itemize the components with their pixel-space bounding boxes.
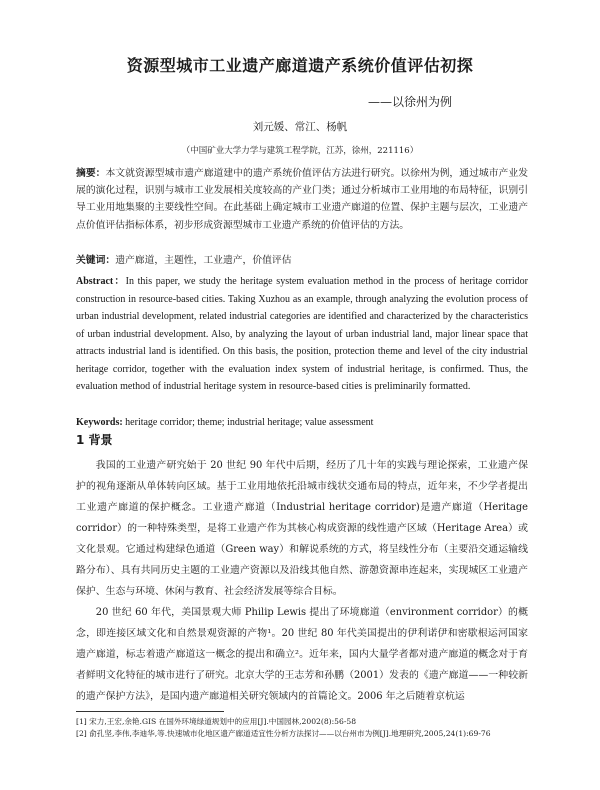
section-heading: 1 背景 (76, 433, 113, 447)
keywords-zh (76, 252, 528, 269)
keywords-zh-label: 关键词： (76, 255, 116, 266)
keywords-zh-text: 遗产廊道，主题性，工业遗产，价值评估 (115, 255, 292, 266)
paper-subtitle: ——以徐州为例 (367, 95, 452, 109)
keywords-en-text: heritage corridor; theme; industrial heritage; value assessment (125, 417, 374, 428)
abstract-zh-label: 摘要： (76, 168, 106, 179)
abstract-en-text: In this paper, we study the heritage system evaluation method in the process of heritage corridor construction in resource-based cities. Taking Xuzhou as an example, through analyzing the evolution process of urban industrial development, related industrial categories are identified and characterized by the characteristics of urban industrial development. Also, by analyzing the layout of urban industrial land, major linear space that attracts industrial land is identified. On this basis, the position, protection theme and level of the city industrial heritage corridor, together with the evaluation index system of industrial heritage, is confirmed. Thus, the evaluation method of industrial heritage system in resource-based cities is preliminarily formatted. (76, 276, 529, 392)
abstract-en (76, 273, 528, 396)
abstract-zh-text: 本文就资源型城市遗产廊道建中的遗产系统价值评估方法进行研究。以徐州为例，通过城市产业发展的演化过程，识别与城市工业发展相关度较高的产业门类；通过分析城市工业用地的布局特征，识别引导工业用地集聚的主要线性空间。在此基础上确定城市工业遗产廊道的位置、保护主题与层次，工业遗产点价值评估指标体系，初步形成资源型城市工业遗产系统的价值评估的方法。 (76, 168, 529, 231)
abstract-zh (76, 165, 528, 234)
footnote: [2] 俞孔坚,李伟,李迪华,等.快速城市化地区遗产廊道适宜性分析方法探讨——以台州市为例[J].地理研究,2005,24(1):69-76 (76, 729, 491, 738)
abstract-en-label: Abstract： (76, 276, 126, 287)
section-body (76, 455, 528, 707)
keywords-en (76, 414, 528, 431)
paper-authors: 刘元媛、常江、杨帆 (252, 121, 348, 133)
body-paragraph: 20 世纪 60 年代，美国景观大师 Philip Lewis 提出了环境廊道（environment corridor）的概念，即连接区域文化和自然景观资源的产物¹。20 世纪 80 年代美国提出的伊利诺伊和密歇根运河国家遗产廊道，标志着遗产廊道这一概念的提出和确立²。近年来，国内大量学者都对遗产廊道的概念对于育者鲜明文化特征的城市进行了研究。北京大学的王志芳和孙鹏（2001）发表的《遗产廊道——一种较新的遗产保护方法》，是国内遗产廊道相关研究领域内的首篇论文。2006 年之后随着京杭运 (76, 607, 528, 702)
paper-title: 资源型城市工业遗产廊道遗产系统价值评估初探 (126, 56, 474, 75)
footnote: [1] 宋力,王宏,余艳.GIS 在国外环境绿道规划中的应用[J].中国园林,2002(8):56-58 (76, 717, 357, 726)
keywords-en-label: Keywords: (76, 417, 123, 428)
footnote-divider (76, 711, 224, 712)
paper-affiliation: （中国矿业大学力学与建筑工程学院，江苏，徐州，221116） (181, 146, 419, 156)
body-paragraph: 我国的工业遗产研究始于 20 世纪 90 年代中后期，经历了几十年的实践与理论探索，工业遗产保护的视角逐渐从单体转向区域。基于工业用地依托沿城市线状交通布局的特点，近年来，不少学者提出工业遗产廊道的保护概念。工业遗产廊道（Industrial heritage corridor)是遗产廊道（Heritage corridor）的一种特殊类型，是将工业遗产作为其核心构成资源的线性遗产区域（Heritage Area）或文化景观。它通过构建绿色通道（Green way）和解说系统的方式，将呈线性分布（主要沿交通运输线路分布）、具有共同历史主题的工业遗产资源以及沿线其他自然、游憩资源串连起来，实现城区工业遗产保护、生态与环境、休闲与教育、社会经济发展等综合目标。 (76, 460, 528, 597)
